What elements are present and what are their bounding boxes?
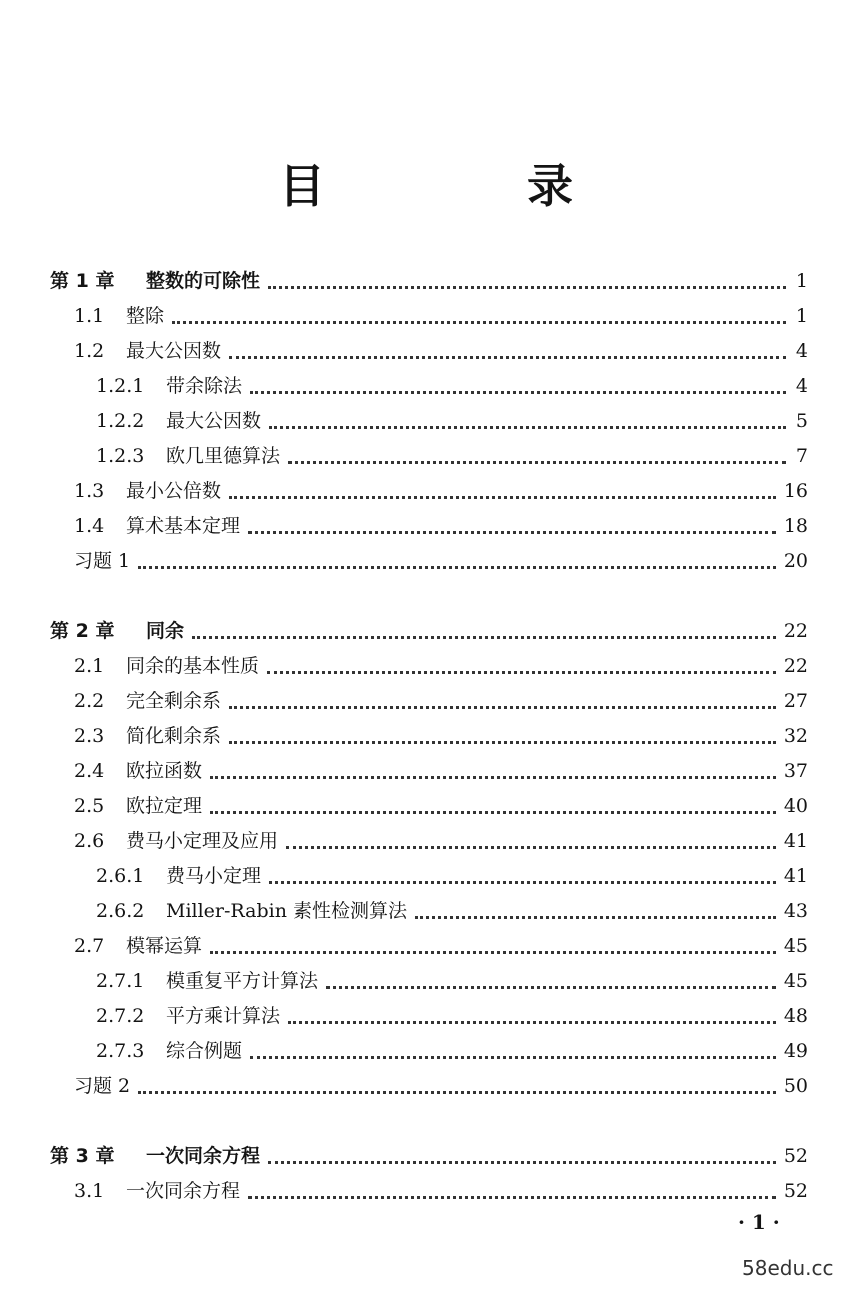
toc-leader-dots — [192, 625, 776, 639]
toc-page-number: 1 — [795, 270, 808, 292]
toc-leader-dots — [250, 380, 786, 394]
toc-leader-dots — [250, 1045, 776, 1059]
toc-entry-title: 综合例题 — [166, 1040, 243, 1062]
toc-entry-row[interactable] — [74, 542, 808, 572]
toc-leader-dots — [248, 1185, 776, 1199]
toc-leader-dots — [267, 660, 776, 674]
toc-entry-row[interactable] — [96, 402, 808, 432]
toc-entry-row[interactable] — [96, 997, 808, 1027]
toc-page-number: 16 — [783, 480, 808, 502]
toc-entry-number: 第 2 章 — [50, 620, 115, 642]
toc-entry-number: 1.3 — [74, 480, 105, 502]
toc-page-number: 20 — [783, 550, 808, 572]
toc-entry-row[interactable] — [74, 927, 808, 957]
toc-entry-title: 习题 2 — [74, 1075, 131, 1097]
toc-leader-dots — [210, 940, 776, 954]
toc-entry-number: 2.3 — [74, 725, 105, 747]
toc-entry-row[interactable] — [96, 367, 808, 397]
toc-entry-title: 一次同余方程 — [126, 1180, 241, 1202]
toc-entry-number: 2.7.3 — [96, 1040, 145, 1062]
toc-page-number: 22 — [783, 655, 808, 677]
toc-entry-number: 1.2.3 — [96, 445, 145, 467]
toc-entry-number: 2.6.2 — [96, 900, 145, 922]
toc-entry-row[interactable] — [96, 1032, 808, 1062]
toc-entry-title: 费马小定理及应用 — [126, 830, 279, 852]
watermark: 58edu.cc — [742, 1256, 834, 1280]
toc-entry-number: 1.1 — [74, 305, 105, 327]
toc-entry-title: 简化剩余系 — [126, 725, 222, 747]
toc-page-number: 52 — [783, 1180, 808, 1202]
toc-entry-title: 习题 1 — [74, 550, 131, 572]
toc-page-number: 40 — [783, 795, 808, 817]
toc-entry-row[interactable] — [74, 297, 808, 327]
toc-entry-row[interactable] — [74, 1172, 808, 1202]
toc-leader-dots — [286, 835, 776, 849]
toc-entry-title: 最大公因数 — [166, 410, 262, 432]
toc-page-number: 52 — [783, 1145, 808, 1167]
toc-entry-title: 模幂运算 — [126, 935, 203, 957]
toc-entry-row[interactable] — [74, 682, 808, 712]
toc-entry-row[interactable] — [74, 332, 808, 362]
toc-chapter-row[interactable] — [50, 262, 808, 292]
toc-entry-number: 1.4 — [74, 515, 105, 537]
toc-leader-dots — [288, 1010, 776, 1024]
toc-page-number: 27 — [783, 690, 808, 712]
toc-entry-row[interactable] — [96, 437, 808, 467]
toc-page-number: 18 — [783, 515, 808, 537]
toc-page-number: 49 — [783, 1040, 808, 1062]
toc-entry-number: 1.2 — [74, 340, 105, 362]
toc-leader-dots — [288, 450, 786, 464]
toc-leader-dots — [210, 765, 776, 779]
toc-entry-row[interactable] — [74, 752, 808, 782]
toc-page-number: 41 — [783, 865, 808, 887]
toc-entry-row[interactable] — [74, 472, 808, 502]
toc-page-number: 43 — [783, 900, 808, 922]
toc-entry-title: 欧拉函数 — [126, 760, 203, 782]
toc-entry-number: 2.6.1 — [96, 865, 145, 887]
toc-entry-row[interactable] — [96, 892, 808, 922]
toc-page-number: 37 — [783, 760, 808, 782]
toc-entry-title: 算术基本定理 — [126, 515, 241, 537]
toc-chapter-row[interactable] — [50, 1137, 808, 1167]
toc-chapter-row[interactable] — [50, 612, 808, 642]
toc-entry-title: 同余的基本性质 — [126, 655, 260, 677]
page-number: · 1 · — [738, 1210, 780, 1234]
toc-entry-row[interactable] — [74, 717, 808, 747]
toc-leader-dots — [138, 555, 776, 569]
toc-page-number: 41 — [783, 830, 808, 852]
toc-entry-title: 完全剩余系 — [126, 690, 222, 712]
toc-entry-title: 欧几里德算法 — [166, 445, 281, 467]
toc-entry-number: 2.7 — [74, 935, 105, 957]
toc-entry-row[interactable] — [74, 507, 808, 537]
toc-page-number: 22 — [783, 620, 808, 642]
toc-leader-dots — [248, 520, 776, 534]
toc-page-number: 50 — [783, 1075, 808, 1097]
toc-leader-dots — [210, 800, 776, 814]
toc-leader-dots — [229, 345, 786, 359]
toc-page-number: 7 — [795, 445, 808, 467]
toc-page-number: 45 — [783, 935, 808, 957]
page-title: 目 录 — [279, 159, 651, 213]
toc-leader-dots — [172, 310, 786, 324]
toc-entry-number: 2.7.1 — [96, 970, 145, 992]
toc-page-number: 45 — [783, 970, 808, 992]
toc-leader-dots — [269, 415, 786, 429]
toc-leader-dots — [269, 870, 776, 884]
toc-entry-number: 2.7.2 — [96, 1005, 145, 1027]
toc-entry-number: 3.1 — [74, 1180, 105, 1202]
toc-entry-number: 2.1 — [74, 655, 105, 677]
toc-leader-dots — [138, 1080, 776, 1094]
toc-leader-dots — [229, 695, 776, 709]
toc-entry-title: 同余 — [146, 620, 185, 642]
toc-entry-number: 2.5 — [74, 795, 105, 817]
toc-entry-title: 最小公倍数 — [126, 480, 222, 502]
toc-entry-title: 模重复平方计算法 — [166, 970, 319, 992]
toc-entry-number: 第 1 章 — [50, 270, 115, 292]
toc-entry-title: Miller-Rabin 素性检测算法 — [166, 900, 408, 922]
toc-entry-row[interactable] — [74, 822, 808, 852]
toc-page-number: 4 — [795, 340, 808, 362]
toc-entry-title: 整除 — [126, 305, 165, 327]
toc-leader-dots — [268, 275, 786, 289]
toc-entry-title: 欧拉定理 — [126, 795, 203, 817]
toc-leader-dots — [415, 905, 776, 919]
toc-page-number: 1 — [795, 305, 808, 327]
toc-leader-dots — [268, 1150, 776, 1164]
toc-entry-number: 2.4 — [74, 760, 105, 782]
toc-entry-number: 2.6 — [74, 830, 105, 852]
toc-leader-dots — [229, 485, 776, 499]
toc-page-number: 32 — [783, 725, 808, 747]
toc-page-number: 5 — [795, 410, 808, 432]
toc-entry-title: 带余除法 — [166, 375, 243, 397]
toc-entry-title: 整数的可除性 — [146, 270, 261, 292]
toc-leader-dots — [326, 975, 776, 989]
toc-leader-dots — [229, 730, 776, 744]
toc-entry-row[interactable] — [96, 857, 808, 887]
toc-entry-title: 一次同余方程 — [146, 1145, 261, 1167]
toc-entry-row[interactable] — [74, 1067, 808, 1097]
toc-entry-row[interactable] — [74, 647, 808, 677]
toc-entry-title: 费马小定理 — [166, 865, 262, 887]
toc-entry-number: 1.2.2 — [96, 410, 145, 432]
toc-entry-number: 2.2 — [74, 690, 105, 712]
toc-entry-title: 最大公因数 — [126, 340, 222, 362]
toc-page-number: 48 — [783, 1005, 808, 1027]
toc-entry-number: 第 3 章 — [50, 1145, 115, 1167]
toc-entry-title: 平方乘计算法 — [166, 1005, 281, 1027]
toc-page-number: 4 — [795, 375, 808, 397]
toc-entry-number: 1.2.1 — [96, 375, 145, 397]
toc-entry-row[interactable] — [96, 962, 808, 992]
toc-entry-row[interactable] — [74, 787, 808, 817]
